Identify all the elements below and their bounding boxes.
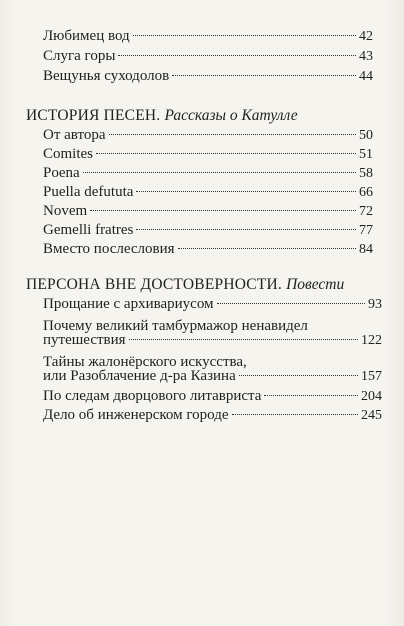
toc-entry [43, 201, 373, 221]
section-subtitle: Повести [286, 276, 345, 293]
dot-leader [118, 55, 356, 56]
toc-entry [43, 239, 373, 259]
toc-entry-title: Вместо послесловия [43, 241, 175, 257]
dot-leader [217, 303, 365, 304]
dot-leader [172, 75, 356, 76]
toc-entry [43, 66, 373, 86]
toc-entry-title: По следам дворцового литавриста [43, 388, 262, 404]
dot-leader [239, 375, 358, 376]
toc-entry-title: Любимец вод [43, 28, 130, 44]
toc-entry [43, 220, 373, 240]
toc-entry-page: 42 [359, 29, 373, 44]
toc-entry [43, 46, 373, 66]
toc-entry-page: 77 [359, 223, 373, 238]
toc-entry-title: Слуга горы [43, 48, 116, 64]
toc-entry [43, 405, 382, 425]
toc-entry-page: 44 [359, 69, 373, 84]
toc-entry-title: От автора [43, 127, 106, 143]
toc-entry-title: Дело об инженерском городе [43, 407, 229, 423]
toc-entry [43, 330, 382, 350]
dot-leader [178, 248, 356, 249]
dot-leader [129, 339, 358, 340]
dot-leader [109, 134, 356, 135]
toc-entry-page: 122 [361, 333, 382, 348]
toc-entry-title: Novem [43, 203, 88, 219]
section-heading [26, 106, 298, 126]
toc-entry [43, 125, 373, 145]
toc-entry-title-line2: или Разоблачение д-ра Казина [43, 368, 236, 384]
toc-entry-title: Poena [43, 165, 80, 181]
dot-leader [90, 210, 356, 211]
toc-entry-page: 204 [361, 389, 382, 404]
toc-entry-title-line2: путешествия [43, 332, 126, 348]
toc-entry [43, 144, 373, 164]
toc-entry-page: 93 [368, 297, 382, 312]
section-title: ПЕРСОНА ВНЕ ДОСТОВЕРНОСТИ. [26, 276, 282, 293]
toc-entry [43, 366, 382, 386]
dot-leader [136, 229, 356, 230]
toc-entry-title: Comites [43, 146, 94, 162]
section-subtitle: Рассказы о Катулле [164, 107, 298, 124]
toc-entry [43, 163, 373, 183]
toc-entry-title: Puella defututa [43, 184, 134, 200]
toc-entry-page: 66 [359, 185, 373, 200]
toc-entry-title-line1: Почему великий тамбурмажор ненавидел [43, 318, 308, 334]
dot-leader [83, 172, 356, 173]
toc-entry-title: Gemelli fratres [43, 222, 134, 238]
toc-entry [43, 294, 382, 314]
toc-entry [43, 386, 382, 406]
dot-leader [133, 35, 356, 36]
toc-entry-title: Вещунья суходолов [43, 68, 170, 84]
toc-entry-page: 84 [359, 242, 373, 257]
toc-entry-page: 72 [359, 204, 373, 219]
toc-entry-page: 245 [361, 408, 382, 423]
toc-entry-page: 51 [359, 147, 373, 162]
toc-entry [43, 26, 373, 46]
toc-entry-page: 157 [361, 369, 382, 384]
toc-entry [43, 182, 373, 202]
section-heading [26, 275, 344, 295]
toc-entry-title: Прощание с архивариусом [43, 296, 214, 312]
dot-leader [136, 191, 356, 192]
toc-entry-page: 43 [359, 49, 373, 64]
toc-entry-title-line1: Тайны жалонёрского искусства, [43, 354, 247, 370]
dot-leader [96, 153, 356, 154]
toc-entry-page: 58 [359, 166, 373, 181]
dot-leader [232, 414, 358, 415]
section-title: ИСТОРИЯ ПЕСЕН. [26, 107, 161, 124]
toc-entry-page: 50 [359, 128, 373, 143]
dot-leader [264, 395, 358, 396]
